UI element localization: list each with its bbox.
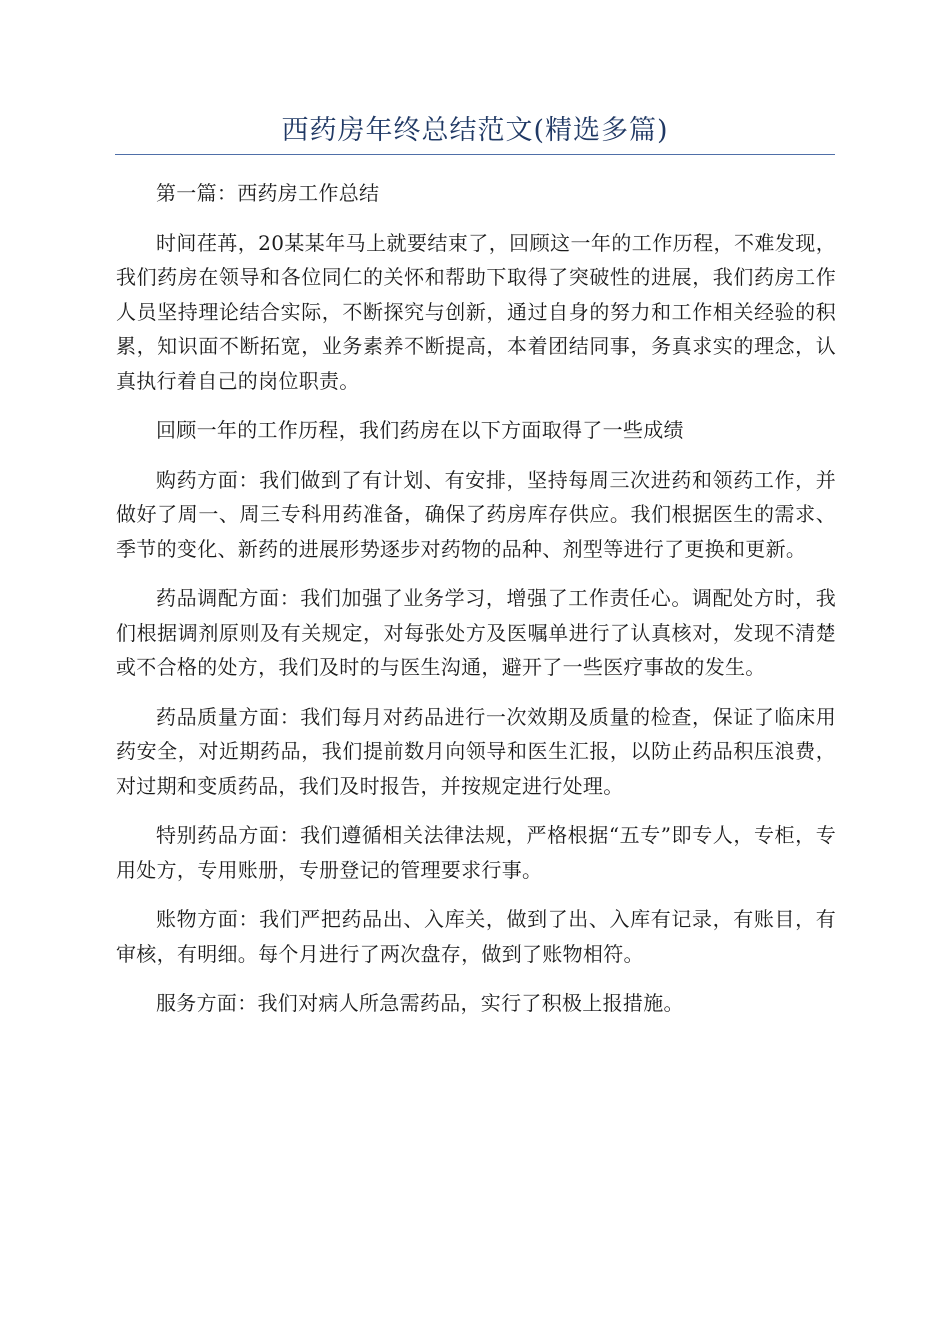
title-underline	[115, 154, 835, 155]
paragraph-accounts: 账物方面：我们严把药品出、入库关，做到了出、入库有记录，有账目，有审核，有明细。每个月进行了两次盘存，做到了账物相符。	[116, 907, 836, 966]
paragraph-intro: 时间荏苒，20某某年马上就要结束了，回顾这一年的工作历程，不难发现，我们药房在领导和各位同仁的关怀和帮助下取得了突破性的进展，我们药房工作人员坚持理论结合实际，不断探究与创新，通过自身的努力和工作相关经验的积累，知识面不断拓宽，业务素养不断提高，本着团结同事，务真求实的理念，认真执行着自己的岗位职责。	[116, 230, 836, 393]
document-body	[116, 176, 836, 1036]
paragraph-summary-lead: 回顾一年的工作历程，我们药房在以下方面取得了一些成绩	[156, 418, 684, 442]
paragraph-service: 服务方面：我们对病人所急需药品，实行了积极上报措施。	[156, 991, 684, 1015]
paragraph-dispensing: 药品调配方面：我们加强了业务学习，增强了工作责任心。调配处方时，我们根据调剂原则及有关规定，对每张处方及医嘱单进行了认真核对，发现不清楚或不合格的处方，我们及时的与医生沟通，避开了一些医疗事故的发生。	[116, 586, 836, 679]
paragraph-quality: 药品质量方面：我们每月对药品进行一次效期及质量的检查，保证了临床用药安全，对近期药品，我们提前数月向领导和医生汇报，以防止药品积压浪费，对过期和变质药品，我们及时报告，并按规定进行处理。	[116, 704, 836, 798]
section-heading: 第一篇：西药房工作总结	[156, 181, 380, 205]
document-title: 西药房年终总结范文(精选多篇)	[281, 115, 669, 146]
paragraph-purchasing: 购药方面：我们做到了有计划、有安排，坚持每周三次进药和领药工作，并做好了周一、周三专科用药准备，确保了药房库存供应。我们根据医生的需求、季节的变化、新药的进展形势逐步对药物的品种、剂型等进行了更换和更新。	[116, 467, 836, 561]
paragraph-special-drugs: 特别药品方面：我们遵循相关法律法规，严格根据“五专”即专人，专柜，专用处方，专用账册，专册登记的管理要求行事。	[116, 823, 836, 882]
